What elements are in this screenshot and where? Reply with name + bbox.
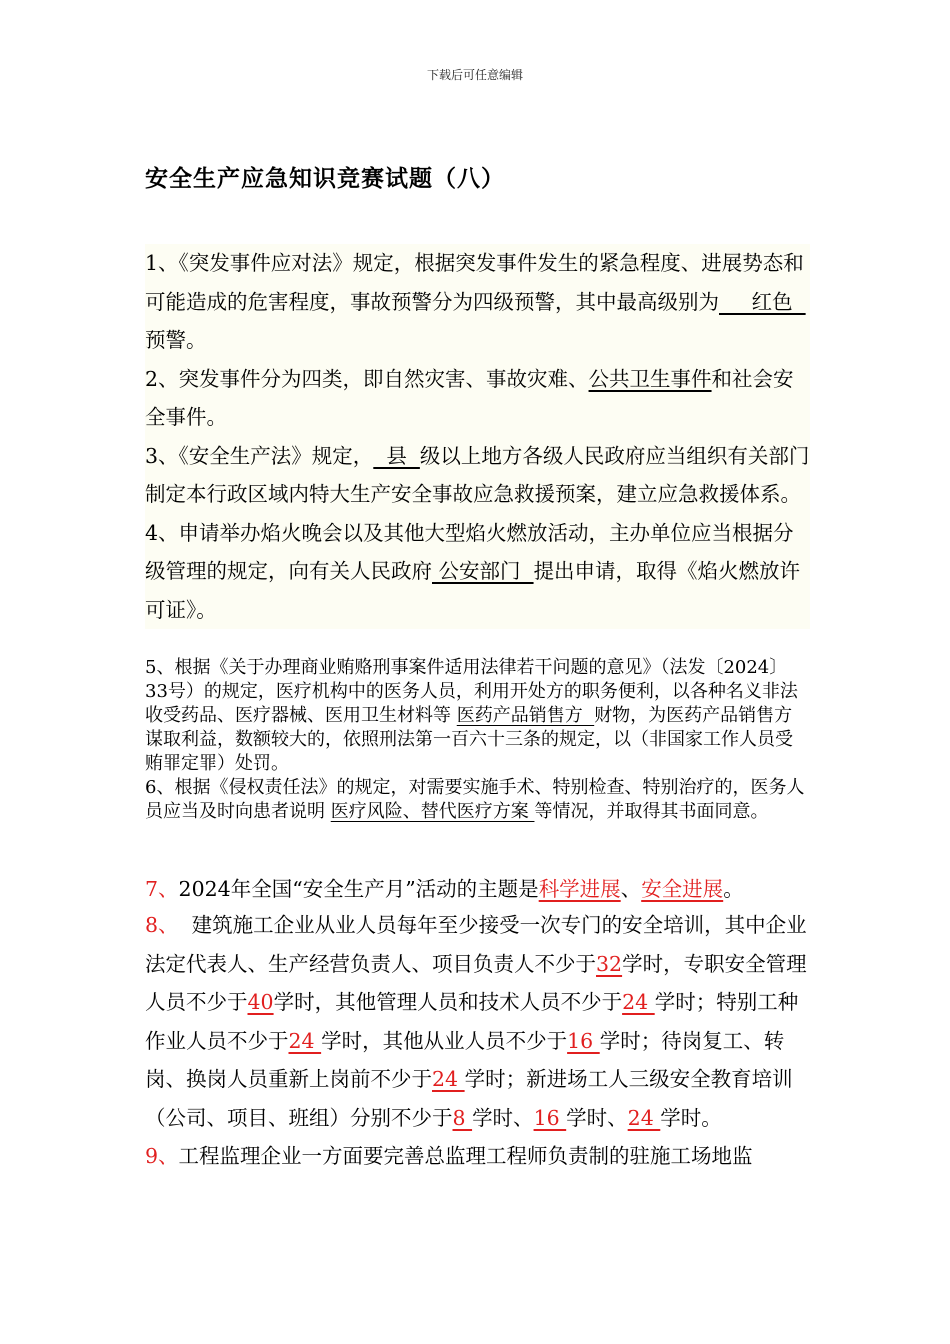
question-8-value-9: 24 — [627, 1105, 661, 1130]
question-8-value-3: 24 — [622, 990, 655, 1014]
question-8 — [145, 906, 810, 1137]
question-8-text-3: 学时，其他管理人员和技术人员不少于 — [273, 990, 623, 1014]
question-4 — [145, 514, 810, 630]
question-6-tail: 等情况，并取得其书面同意。 — [534, 801, 769, 822]
page-title: 安全生产应急知识竞赛试题（八） — [145, 166, 505, 192]
question-9-number: 9、 — [145, 1144, 179, 1168]
question-3-text: 3、《安全生产法》规定， — [145, 443, 374, 468]
question-8-value-4: 24 — [288, 1028, 322, 1053]
question-8-text-4: 学时；特别工种作业人员不少于 — [145, 990, 799, 1053]
question-7-separator: 、 — [620, 877, 642, 901]
question-2-answer: 公共卫生事件 — [588, 366, 712, 391]
question-4-answer: 公安部门 — [432, 559, 534, 583]
question-8-value-2: 40 — [247, 990, 274, 1014]
question-8-number: 8、 — [145, 913, 179, 937]
question-2-text: 2、突发事件分为四类，即自然灾害、事故灾难、 — [145, 366, 589, 391]
question-block-3 — [145, 872, 810, 1176]
page-header: 下载后可任意编辑 — [426, 68, 523, 82]
question-7-number: 7、 — [145, 877, 179, 901]
question-8-value-5: 16 — [567, 1028, 600, 1053]
question-8-value-8: 16 — [533, 1105, 567, 1130]
question-3 — [145, 437, 810, 514]
question-8-value-6: 24 — [432, 1067, 465, 1091]
question-8-text-7: 学时；新进场工人三级安全教育培训（公司、项目、班组）分别不少于 — [145, 1067, 793, 1130]
question-5 — [145, 656, 810, 776]
question-7-text: 2024年全国“安全生产月”活动的主题是 — [178, 877, 539, 901]
question-1 — [145, 244, 810, 360]
question-block-2 — [145, 656, 810, 824]
question-5-tail: 财物，为医药产品销售方谋取利益，数额较大的，依照刑法第一百六十三条的规定，以（非国家工作人员受贿罪定罪）处罚。 — [145, 705, 793, 774]
question-2 — [145, 360, 810, 437]
question-8-text-10: 学时。 — [660, 1105, 722, 1130]
question-8-value-7: 8 — [452, 1105, 473, 1130]
question-block-1 — [145, 244, 810, 629]
question-5-text: 5、根据《关于办理商业贿赂刑事案件适用法律若干问题的意见》（法发〔2024〕33号）的规定，医疗机构中的医务人员，利用开处方的职务便利，以各种名义非法收受药品、医疗器械、医用卫生材料等 — [145, 657, 798, 726]
question-7-answer-2: 安全进展 — [641, 877, 724, 901]
question-1-answer: 红色 — [719, 289, 806, 314]
question-2-tail: 和社会安全事件。 — [145, 366, 794, 429]
question-4-text: 4、申请举办焰火晚会以及其他大型焰火燃放活动，主办单位应当根据分级管理的规定，向有关人民政府 — [145, 520, 794, 583]
question-9-text: 工程监理企业一方面要完善总监理工程师负责制的驻施工场地监 — [178, 1144, 753, 1168]
question-8-text-6: 学时；待岗复工、转岗、换岗人员重新上岗前不少于 — [145, 1028, 785, 1091]
question-7-end: 。 — [723, 877, 744, 901]
question-6-answer: 医疗风险、替代医疗方案 — [330, 801, 535, 822]
question-5-answer: 医药产品销售方 — [456, 705, 595, 726]
question-7 — [145, 872, 810, 906]
question-8-text-8: 学时、 — [472, 1105, 534, 1130]
question-8-value-1: 32 — [596, 951, 623, 976]
question-8-text-1: 建筑施工企业从业人员每年至少接受一次专门的安全培训，其中企业法定代表人、生产经营负责人、项目负责人不少于 — [145, 913, 807, 976]
question-6 — [145, 776, 810, 824]
question-3-answer: 县 — [373, 443, 420, 468]
question-6-text: 6、根据《侵权责任法》的规定，对需要实施手术、特别检查、特别治疗的，医务人员应当及时向患者说明 — [145, 777, 805, 822]
question-8-text-5: 学时，其他从业人员不少于 — [321, 1028, 568, 1053]
question-4-tail: 提出申请，取得《焰火燃放许可证》。 — [145, 559, 801, 622]
question-8-text-9: 学时、 — [566, 1105, 628, 1130]
question-7-answer-1: 科学进展 — [538, 877, 621, 901]
question-3-tail: 级以上地方各级人民政府应当组织有关部门制定本行政区域内特大生产安全事故应急救援预案，建立应急救援体系。 — [145, 443, 810, 506]
question-1-tail: 预警。 — [145, 328, 207, 352]
question-8-text-2: 学时，专职安全管理人员不少于 — [145, 951, 807, 1014]
question-1-text: 1、《突发事件应对法》规定，根据突发事件发生的紧急程度、进展势态和可能造成的危害程度，事故预警分为四级预警，其中最高级别为 — [145, 251, 804, 314]
question-9 — [145, 1137, 810, 1176]
